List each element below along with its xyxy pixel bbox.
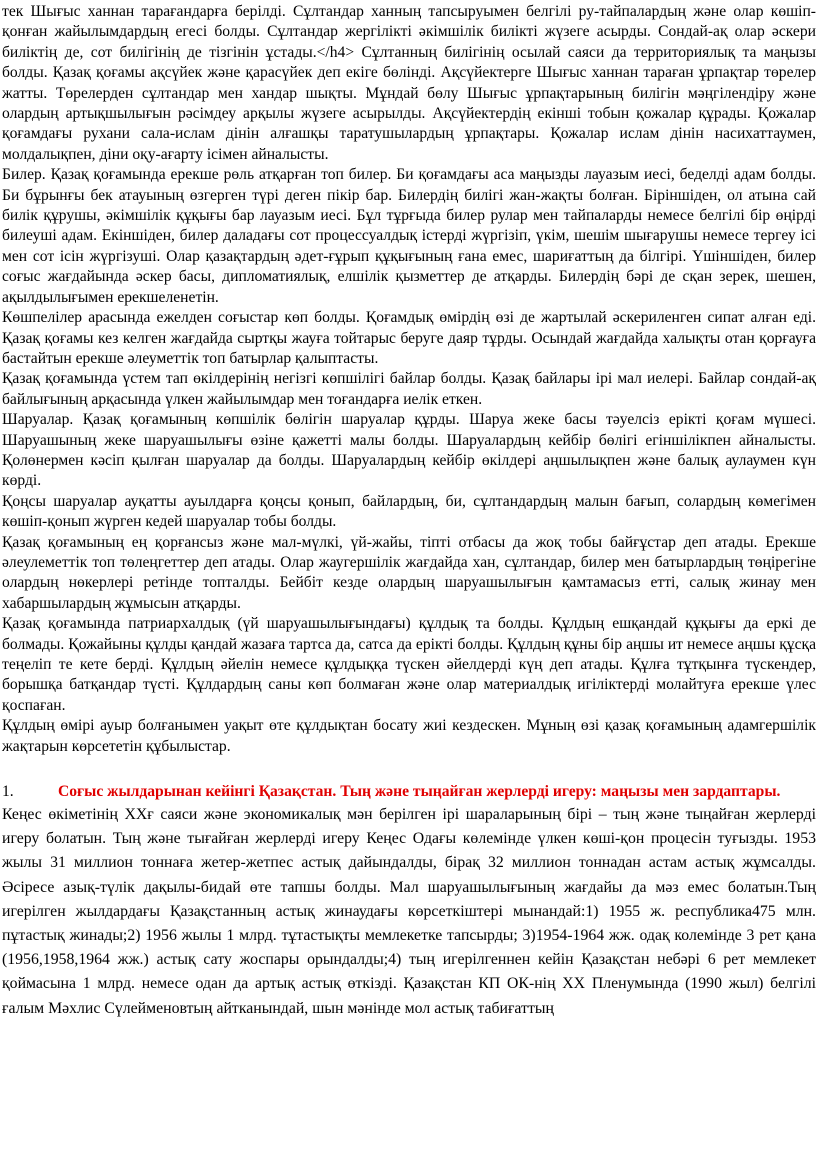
paragraph-sultans: тек Шығыс ханнан тарағандарға берілді. Сұлтандар ханның тапсыруымен белгілі ру-тайпалардың және олар көшіп-қонған жайылымдардың егесі болды. Сұлтандар жергілікті әкімшілік билікті жүзеге асырды. Сондай-ақ олар әскери биліктің де, сот билігінің де тізгінін ұстады.</h4> Сұлтанның билігінің осылай саяси да территориялық та маңызы болды. Қазақ қоғамы ақсүйек және қарасүйек деп екіге бөлінді. Ақсүйектерге Шығыс ханнан тараған ұрпақтар төрелер жатты. Төрелерден сұлтандар мен хандар шықты. Мұндай бөлу Шығыс ұрпақтарының билігін мәңгілендіру және олардың артықшылығын рәсімдеу арқылы жүзеге асырылды. Ақсүйектердің екінші тобын қожалар құрады. Қожалар қоғамдағы рухани сала-ислам дінін алғашқы таратушылардың ұрпақтары. Қожалар ислам дінін насихаттаумен, молдалықпен, діни оқу-ағарту ісімен айналысты.: [2, 3, 816, 163]
paragraph-baigustar: Қазақ қоғамының ең қорғансыз және мал-мүлкі, үй-жайы, тіпті отбасы да жоқ тобы байғұстар деп атады. Ерекше әлеулеметтік топ төлеңгеттер деп атады. Олар жаугершілік жағдайда хан, сұлтандар, билер мен батырлардың төңірегіне олардың нөкерлері ретінде топталды. Бейбіт кезде олардың шаруашылығын қамтамасыз етті, салық жинау мен хабаршылардың жұмысын атқарды.: [2, 533, 816, 612]
section-number: 1.: [2, 783, 14, 801]
paragraph-bais: Қазақ қоғамында үстем тап өкілдерінің негізгі көпшілігі байлар болды. Қазақ байлары ірі мал иелері. Байлар сондай-ақ байлығының арқасында үлкен жайылымдар мен тоғандарға иелік еткен.: [2, 370, 816, 408]
section-heading: [2, 781, 816, 803]
section-title: Соғыс жылдарынан кейінгі Қазақстан. Тың және тыңайған жерлерді игеру: маңызы мен зардаптары.: [58, 783, 781, 801]
document-page: [0, 2, 816, 1153]
paragraph-biys: Билер. Қазақ қоғамында ерекше рөль атқарған топ билер. Би қоғамдағы аса маңызды лауазым иесі, беделді адам болды. Би бұрынғы бек атауының өзгерген түрі деген пікір бар. Билердің билігі жан-жақты болған. Біріншіден, ол атына сай билік құрушы, әкімшілік құқығы бар лауазым иесі. Бұл тұрғыда билер рулар мен тайпаларды немесе белгілі бір өңірді билеуші адам. Екіншіден, билер даладағы сот процессуалдық істерді жүргізіп, үкім, шешім шығарушы немесе тергеу ісі мен сот ісін жүргізуші. Олар қазақтардың әдет-ғұрып құқығының ғана емес, шариғаттың да білгірі. Үшіншіден, билер соғыс жағдайында әскер басы, дипломатиялық, елшілік қызметтер де атқарды. Билердің бәрі де сқан зерек, шешен, ақылдылығымен ерекшеленетін.: [2, 166, 816, 306]
paragraph-slavery: Қазақ қоғамында патриархалдық (үй шаруашылығындағы) құлдық та болды. Құлдың ешқандай құқығы да еркі де болмады. Қожайыны құлды қандай жазаға тартса да, сатса да ерікті болды. Құлдың құны бір аңшы ит немесе аңшы құсқа теңеліп те кете берді. Құлдың әйелін немесе құлдыққа түскен әйелдерді күң деп атады. Құлға тұтқынға түскендер, борышқа батқандар түсті. Құлдардың саны көп болмаған және олар материалдық игіліктерді молайтуға ерекше үлес қоспаған.: [2, 615, 816, 714]
document-body: [2, 2, 816, 757]
paragraph-konsy: Қоңсы шаруалар ауқатты ауылдарға қоңсы қонып, байлардың, би, сұлтандардың малын бағып, солардың көмегімен көшіп-қонып жүрген кедей шаруалар тобы болды.: [2, 492, 816, 531]
paragraph-peasants: Шаруалар. Қазақ қоғамының көпшілік бөлігін шаруалар құрды. Шаруа жеке басы тәуелсіз ерікті қоғам мүшесі. Шаруашының жеке шаруашылығы өзіне қажетті малы болды. Шаруалардың кейбір бөлігі егіншілікпен айналысты. Қолөнермен кәсіп қылған шаруалар да болды. Шаруалардың кейбір өкілдері аңшылықпен және балық аулаумен күн көрді.: [2, 411, 816, 490]
section-body: Кеңес өкіметінің ХХғ саяси және экономикалық мән берілген ірі шараларының бірі – тың және тыңайған жерлерді игеру болатын. Тың және тығайған жерлерді игеру Кеңес Одағы көлемінде үлкен көші-қон процесін туғызды. 1953 жылы 31 миллион тоннаға жетер-жетпес астық дайындалды, бірақ 32 миллион тоннадан астам астық жұмсалды. Әсіресе азық-түлік дақылы-бидай өте тапшы болды. Мал шаруашылығының жағдайы да мәз емес болатын.Тың игерілген жылдардағы Қазақстанның астық жинаудағы көрсеткіштері мынандай:1) 1955 ж. республика475 млн. пұтастық жинады;2) 1956 жылы 1 млрд. тұтастықты мемлекетке тапсырды; 3)1954-1964 жж. одақ колемінде 3 рет қана (1956,1958,1964 жж.) астық сату жоспары орындалды;4) тың игерілгеннен кейін Қазақстан небәрі 6 рет мемлекет қоймасына 1 млрд. немесе одан да артық астық өткізді. Қазақстан КП ОК-нің ХХ Пленумында (1990 жыл) белгілі ғалым Мәхлис Сүлейменовтың айтканындай, шын мәнінде мол астық табиғаттың: [2, 806, 816, 1017]
paragraph-batyrs: Көшпелілер арасында ежелден соғыстар көп болды. Қоғамдық өмірдің өзі де жартылай әскериленген сипат алған еді. Қазақ қоғамы кез келген жағдайда сыртқы жауға тойтарыс беруге даяр тұрды. Осындай жағдайда халықты отан қорғауға бастайтын ерекше әлеуметтік топ батырлар қалыптасты.: [2, 309, 816, 367]
paragraph-slave-life: Құлдың өмірі ауыр болғанымен уақыт өте құлдықтан босату жиі кездескен. Мұның өзі қазақ қоғамының адамгершілік жақтарын көрсететін құбылыстар.: [2, 717, 816, 755]
